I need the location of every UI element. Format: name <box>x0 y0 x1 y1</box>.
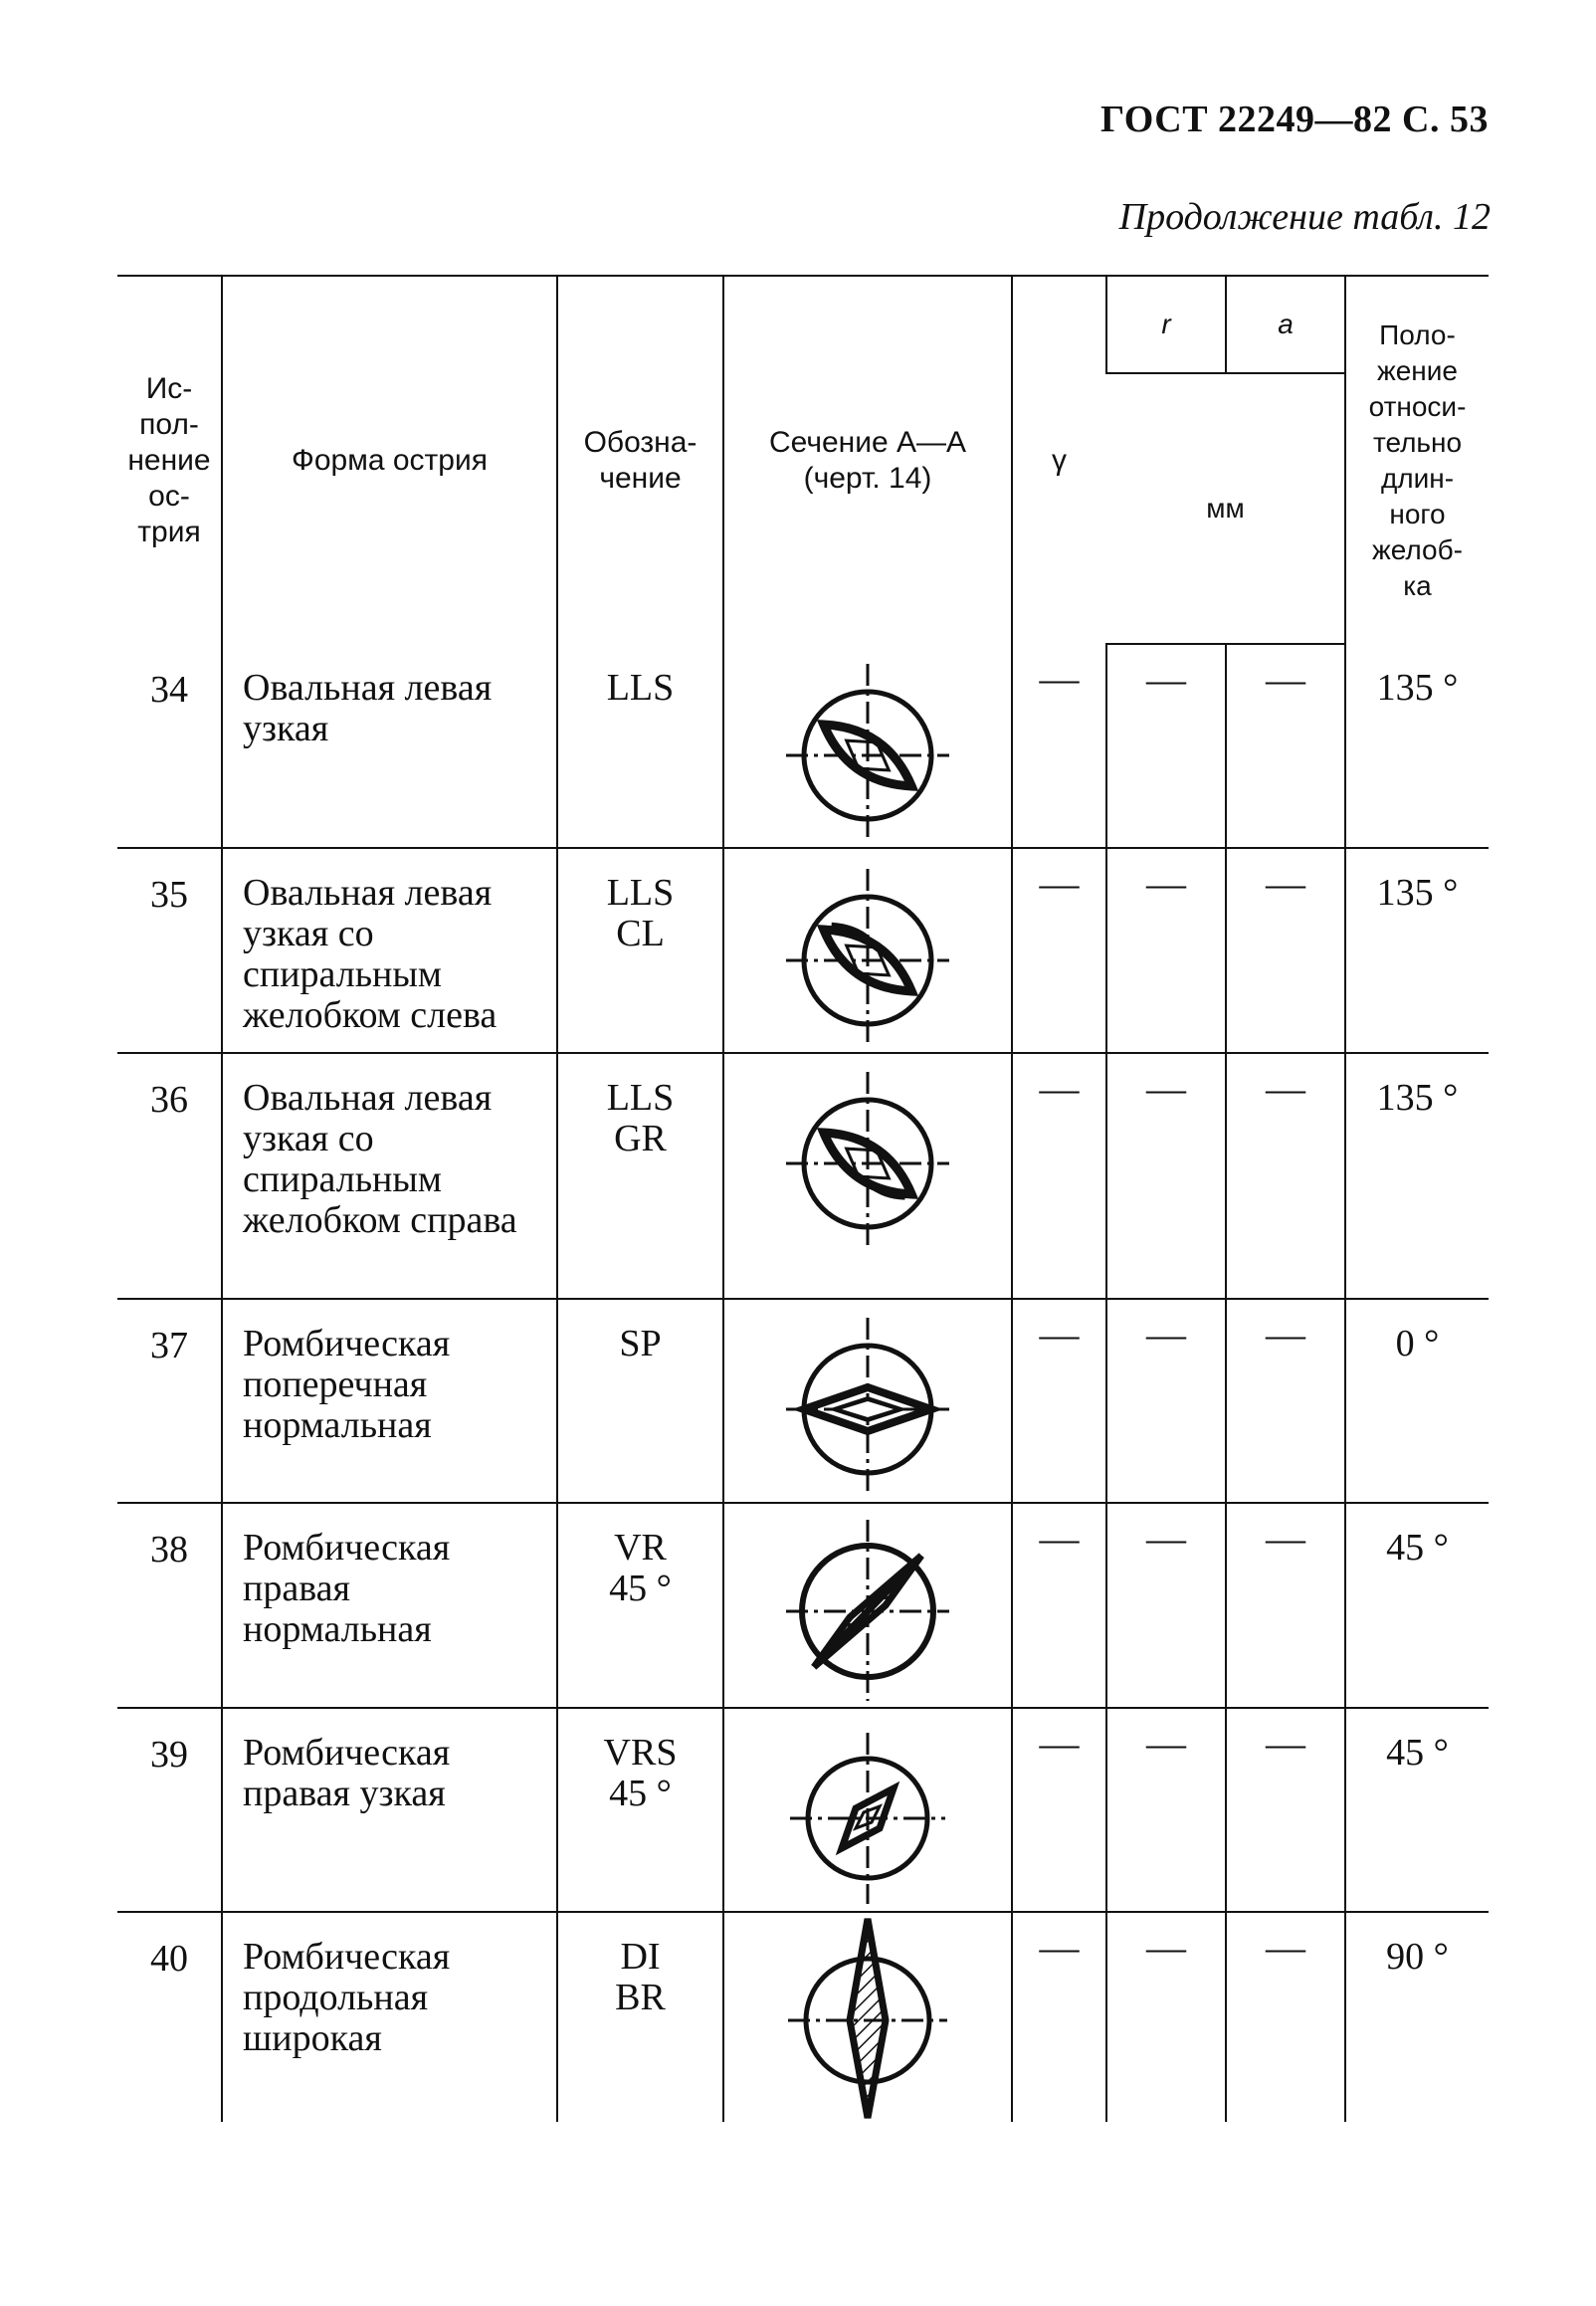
col-header-execution: Ис- пол- нение ос- трия <box>117 276 222 644</box>
row-a: — <box>1226 644 1345 848</box>
table-row <box>117 644 1489 848</box>
row-r: — <box>1106 848 1226 1053</box>
sharpening-forms-table <box>117 275 1489 2122</box>
row-form-name: Овальная левая узкая <box>222 644 557 848</box>
row-a: — <box>1226 1299 1345 1503</box>
row-designation: SP <box>557 1299 723 1503</box>
row-designation: VR 45 ° <box>557 1503 723 1708</box>
row-form-name: Ромбическая поперечная нормальная <box>222 1299 557 1503</box>
page-header: ГОСТ 22249—82 С. 53 <box>1100 99 1489 140</box>
row-r: — <box>1106 644 1226 848</box>
col-header-unit-mm: мм <box>1106 373 1345 644</box>
row-position: 0 ° <box>1345 1299 1489 1503</box>
row-section-figure <box>723 644 1012 848</box>
row-position: 135 ° <box>1345 848 1489 1053</box>
row-position: 90 ° <box>1345 1912 1489 2122</box>
row-designation: LLS GR <box>557 1053 723 1299</box>
rhombic-right-narrow-section-icon <box>768 1709 967 1908</box>
oval-left-narrow-spiral-left-section-icon <box>768 849 967 1048</box>
row-form-name: Ромбическая продольная широкая <box>222 1912 557 2122</box>
table-continuation-caption: Продолжение табл. 12 <box>1118 196 1491 238</box>
row-a: — <box>1226 1708 1345 1912</box>
row-gamma: — <box>1012 1053 1106 1299</box>
row-designation: VRS 45 ° <box>557 1708 723 1912</box>
row-form-name: Ромбическая правая нормальная <box>222 1503 557 1708</box>
oval-left-narrow-spiral-right-section-icon <box>768 1054 967 1253</box>
row-gamma: — <box>1012 1708 1106 1912</box>
row-gamma: — <box>1012 1299 1106 1503</box>
row-form-name: Овальная левая узкая со спиральным желобком справа <box>222 1053 557 1299</box>
row-section-figure <box>723 1912 1012 2122</box>
col-header-r: r <box>1106 276 1226 373</box>
row-gamma: — <box>1012 848 1106 1053</box>
col-header-gamma: γ <box>1012 276 1106 644</box>
row-a: — <box>1226 1053 1345 1299</box>
row-number: 36 <box>117 1053 222 1299</box>
row-r: — <box>1106 1503 1226 1708</box>
row-number: 38 <box>117 1503 222 1708</box>
row-position: 135 ° <box>1345 1053 1489 1299</box>
row-section-figure <box>723 1708 1012 1912</box>
row-section-figure <box>723 1053 1012 1299</box>
rhombic-longitudinal-wide-section-icon <box>768 1913 967 2122</box>
row-number: 35 <box>117 848 222 1053</box>
row-r: — <box>1106 1912 1226 2122</box>
row-r: — <box>1106 1053 1226 1299</box>
table-row <box>117 848 1489 1053</box>
table-row <box>117 1503 1489 1708</box>
table-row <box>117 1299 1489 1503</box>
row-r: — <box>1106 1299 1226 1503</box>
col-header-form: Форма острия <box>222 276 557 644</box>
row-number: 37 <box>117 1299 222 1503</box>
row-section-figure <box>723 1299 1012 1503</box>
row-a: — <box>1226 1503 1345 1708</box>
col-header-position: Поло- жение относи- тельно длин- ного желоб- ка <box>1345 276 1489 644</box>
row-gamma: — <box>1012 644 1106 848</box>
row-number: 39 <box>117 1708 222 1912</box>
oval-left-narrow-section-icon <box>768 644 967 843</box>
row-section-figure <box>723 1503 1012 1708</box>
row-designation: LLS CL <box>557 848 723 1053</box>
table-row <box>117 1053 1489 1299</box>
row-number: 40 <box>150 1938 188 1980</box>
row-form-name: Овальная левая узкая со спиральным желобком слева <box>222 848 557 1053</box>
rhombic-right-normal-section-icon <box>768 1504 967 1703</box>
row-gamma: — <box>1012 1503 1106 1708</box>
row-designation: DI BR <box>557 1912 723 2122</box>
col-header-a: a <box>1226 276 1345 373</box>
row-form-name: Ромбическая правая узкая <box>222 1708 557 1912</box>
row-section-figure <box>723 848 1012 1053</box>
row-a: — <box>1226 848 1345 1053</box>
table-row <box>117 1912 1489 2122</box>
row-position: 45 ° <box>1345 1708 1489 1912</box>
row-position: 135 ° <box>1345 644 1489 848</box>
col-header-designation: Обозна- чение <box>557 276 723 644</box>
rhombic-transverse-normal-section-icon <box>768 1300 967 1499</box>
col-header-section: Сечение А—А (черт. 14) <box>723 276 1012 644</box>
row-gamma: — <box>1012 1912 1106 2122</box>
row-designation: LLS <box>557 644 723 848</box>
table-row <box>117 1708 1489 1912</box>
row-position: 45 ° <box>1345 1503 1489 1708</box>
row-number: 34 <box>117 644 222 848</box>
row-r: — <box>1106 1708 1226 1912</box>
row-a: — <box>1226 1912 1345 2122</box>
